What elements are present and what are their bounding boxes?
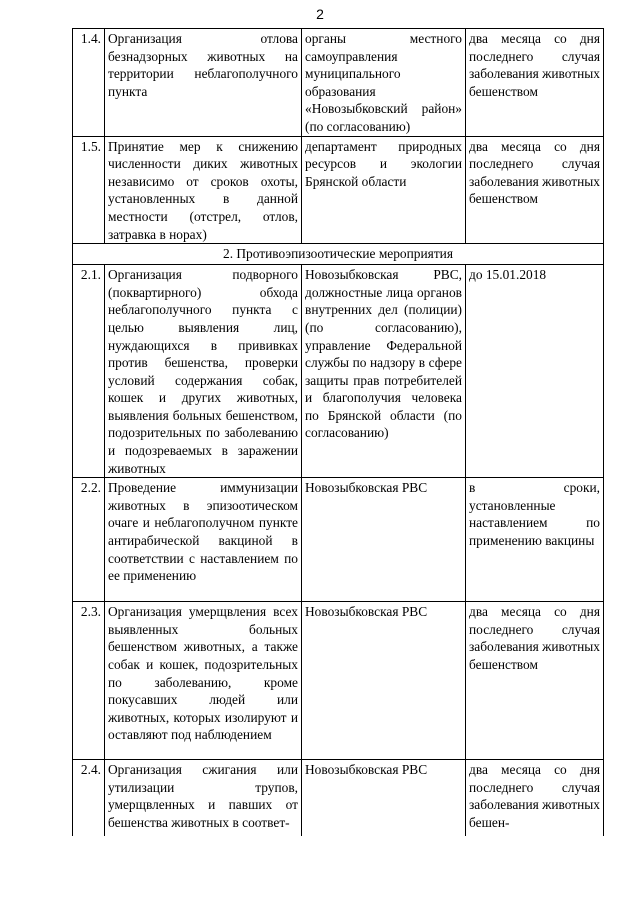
deadline-cell: до 15.01.2018 <box>466 265 604 478</box>
measure-cell: Организация сжигания или утилизации трупов, умерщвленных и павших от бешенства животных в соответ- <box>105 760 302 836</box>
executor-cell: органы местного самоуправления муниципального образования «Новозыбковский район» (по согласованию) <box>302 29 466 137</box>
row-number: 1.4. <box>73 29 105 137</box>
measure-cell: Принятие мер к снижению численности диких животных независимо от сроков охоты, установленных в данной местности (отстрел, отлов, затравка в норах) <box>105 136 302 244</box>
measure-cell: Организация отлова безнадзорных животных на территории неблагополучного пункта <box>105 29 302 137</box>
table-row <box>73 136 604 244</box>
row-number: 2.1. <box>73 265 105 478</box>
table-row <box>73 478 604 602</box>
table-row <box>73 265 604 478</box>
section-title: 2. Противоэпизоотические мероприятия <box>73 244 604 265</box>
measure-cell: Организация умерщвления всех выявленных больных бешенством животных, а также собак и кошек, подозрительных по заболеванию, кроме покусавших людей или животных, которых изолируют и оставляют под наблюдением <box>105 602 302 760</box>
executor-cell: департамент природных ресурсов и экологии Брянской области <box>302 136 466 244</box>
executor-cell: Новозыбковская РВС <box>302 478 466 602</box>
deadline-cell: два месяца со дня последнего случая заболевания животных бешенством <box>466 602 604 760</box>
deadline-cell: два месяца со дня последнего случая заболевания животных бешенством <box>466 136 604 244</box>
table-row <box>73 760 604 836</box>
section-row <box>73 244 604 265</box>
measures-table <box>72 28 604 836</box>
row-number: 2.4. <box>73 760 105 836</box>
page-number: 2 <box>316 6 324 22</box>
row-number: 1.5. <box>73 136 105 244</box>
row-number: 2.2. <box>73 478 105 602</box>
deadline-cell: два месяца со дня последнего случая заболевания животных бешенством <box>466 29 604 137</box>
deadline-cell: в сроки, установленные наставлением по применению вакцины <box>466 478 604 602</box>
deadline-cell: два месяца со дня последнего случая заболевания животных бешен- <box>466 760 604 836</box>
table-row <box>73 29 604 137</box>
executor-cell: Новозыбковская РВС, должностные лица органов внутренних дел (полиции) (по согласованию), управление Федеральной службы по надзору в сфере защиты прав потребителей и благополучия человека по Брянской области (по согласованию) <box>302 265 466 478</box>
executor-cell: Новозыбковская РВС <box>302 602 466 760</box>
table-row <box>73 602 604 760</box>
row-number: 2.3. <box>73 602 105 760</box>
measure-cell: Организация подворного (поквартирного) обхода неблагополучного пункта с целью выявления лиц, нуждающихся в прививках против бешенства, проверки условий содержания собак, кошек и других животных, выявления больных бешенством, подозрительных по заболеванию и подозреваемых в заражении животных <box>105 265 302 478</box>
executor-cell: Новозыбковская РВС <box>302 760 466 836</box>
measure-cell: Проведение иммунизации животных в эпизоотическом очаге и неблагополучном пункте антирабической вакциной в соответствии с наставлением по ее применению <box>105 478 302 602</box>
